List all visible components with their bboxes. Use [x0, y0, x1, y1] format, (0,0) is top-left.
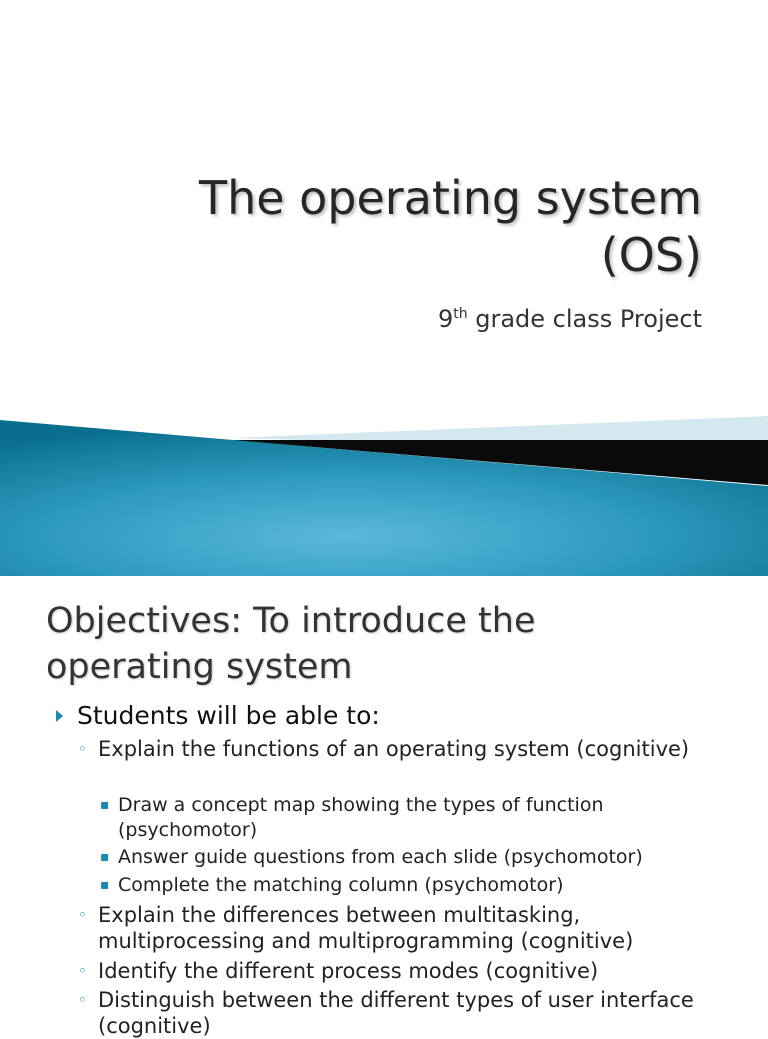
list-item — [100, 845, 740, 870]
bullet-level1-text: Students will be able to: — [77, 701, 380, 730]
list-item-text: Identify the different process modes (cognitive) — [98, 959, 599, 983]
objectives-title-line-2: operating system — [46, 647, 353, 687]
circle-bullet-icon: ◦ — [78, 906, 87, 924]
list-item-text: Answer guide questions from each slide (psychomotor) — [118, 846, 643, 868]
subtitle-superscript: th — [453, 306, 468, 322]
objectives-title — [46, 598, 746, 690]
list-item — [78, 958, 738, 984]
slide-title — [62, 170, 702, 284]
title-line-1: The operating system — [198, 171, 702, 225]
list-item-text: Explain the differences between multitasking, multiprocessing and multiprogramming (cognitive) — [98, 903, 634, 953]
triangle-bullet-icon — [56, 710, 63, 722]
list-item-text: Complete the matching column (psychomotor) — [118, 874, 564, 896]
list-item — [78, 987, 738, 1039]
circle-bullet-icon: ◦ — [78, 740, 87, 758]
circle-bullet-icon: ◦ — [78, 962, 87, 980]
subtitle-text: grade class Project — [467, 305, 702, 333]
slide-subtitle — [438, 305, 702, 333]
list-item — [100, 793, 740, 843]
title-line-2: (OS) — [600, 228, 702, 282]
list-item-text: Distinguish between the different types of user interface (cognitive) — [98, 988, 694, 1038]
list-item-text: Explain the functions of an operating system (cognitive) — [98, 737, 690, 761]
square-bullet-icon: ▪ — [100, 797, 110, 813]
square-bullet-icon: ▪ — [100, 849, 110, 865]
objectives-slide — [0, 576, 768, 1038]
circle-bullet-icon: ◦ — [78, 991, 87, 1009]
list-item-text: Draw a concept map showing the types of function (psychomotor) — [118, 794, 604, 841]
decorative-band — [0, 410, 768, 576]
objectives-title-line-1: Objectives: To introduce the — [46, 601, 536, 641]
subtitle-grade-number: 9 — [437, 305, 454, 333]
square-bullet-icon: ▪ — [100, 877, 110, 893]
list-item — [78, 902, 738, 954]
band-light-stripe — [230, 416, 768, 442]
list-item — [100, 873, 740, 898]
list-item — [78, 736, 738, 762]
bullet-level1 — [56, 701, 380, 730]
